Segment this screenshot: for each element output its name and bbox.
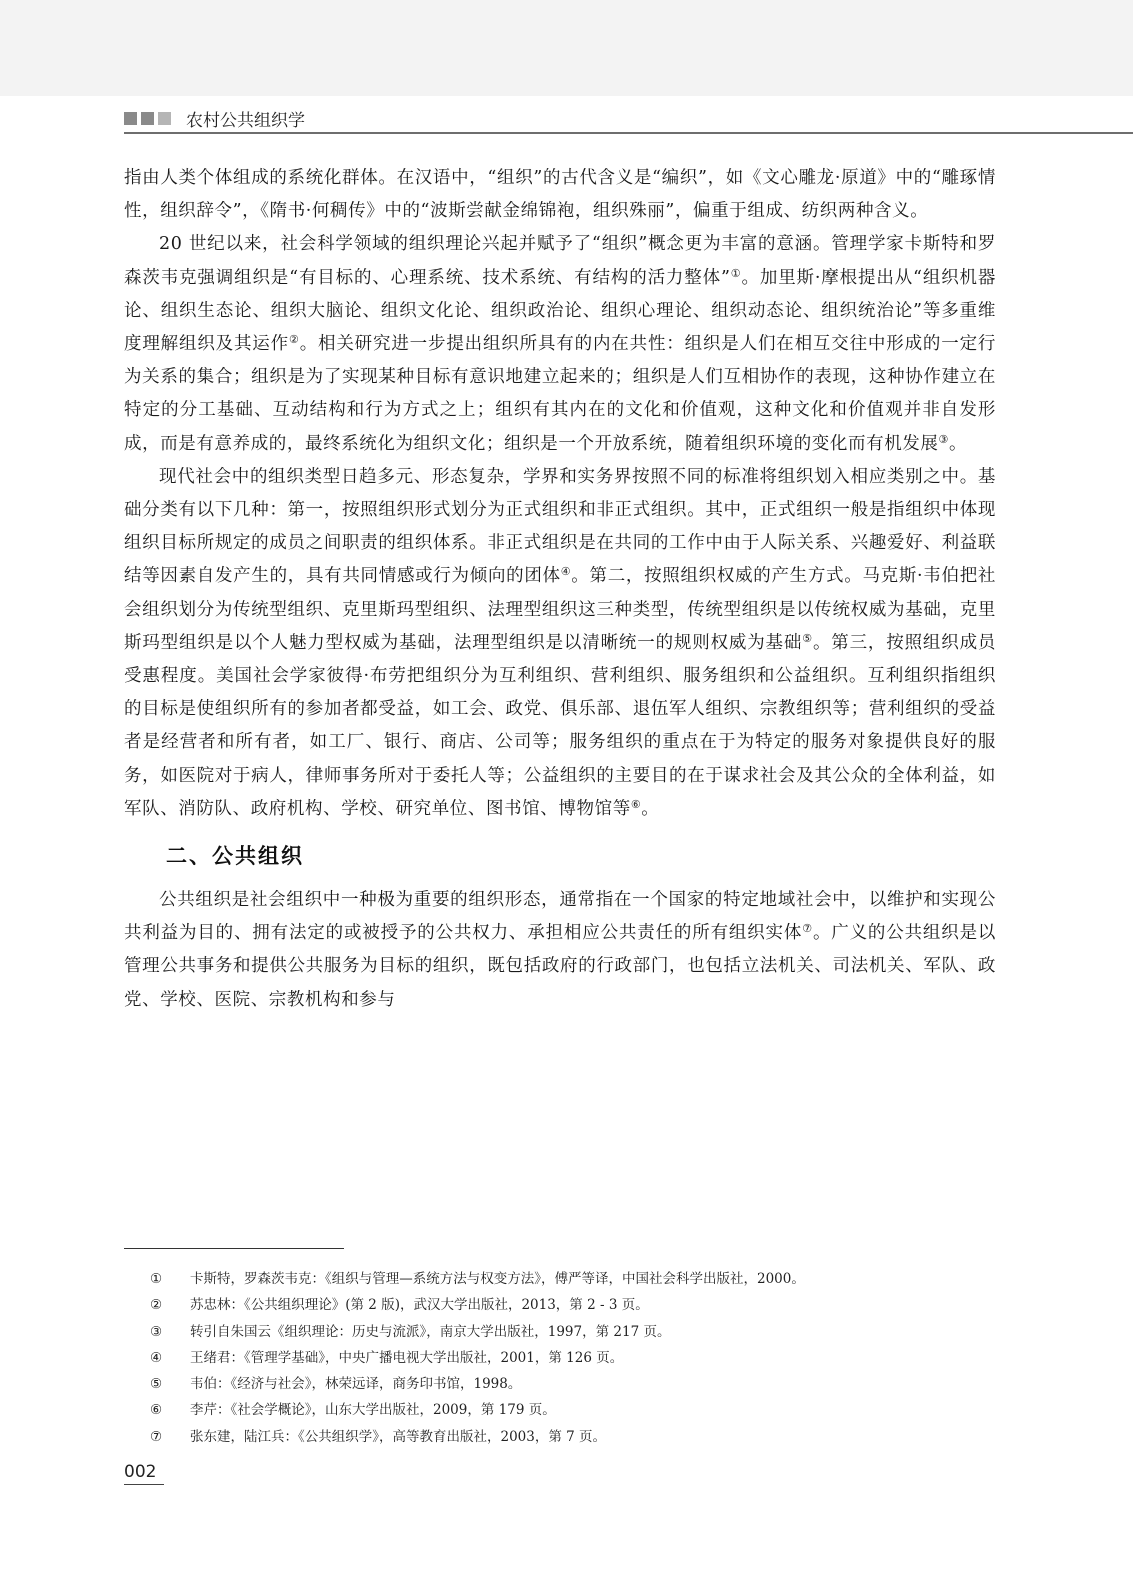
running-header	[124, 104, 1133, 132]
footnote-item: ② 苏忠林：《公共组织理论》(第 2 版)，武汉大学出版社，2013，第 2 - 3 页。	[150, 1297, 649, 1314]
footnote-ref-2[interactable]: ②	[288, 333, 300, 347]
footnote-item: ⑤ 韦伯：《经济与社会》，林荣远译，商务印书馆，1998。	[150, 1376, 522, 1393]
book-title: 农村公共组织学	[186, 111, 305, 131]
footnote-ref-3[interactable]: ③	[938, 432, 949, 446]
footnote-item: ⑥ 李芹：《社会学概论》，山东大学出版社，2009，第 179 页。	[150, 1402, 556, 1419]
footnote-item: ⑦ 张东建，陆江兵：《公共组织学》，高等教育出版社，2003，第 7 页。	[150, 1428, 607, 1445]
page-body	[124, 162, 996, 1017]
footnote-ref-7[interactable]: ⑦	[802, 922, 813, 936]
paragraph-4: 公共组织是社会组织中一种极为重要的组织形态，通常指在一个国家的特定地域社会中，以维护和实现公共利益为目的、拥有法定的或被授予的公共权力、承担相应公共责任的所有组织实体⑦。广义的公共组织是以管理公共事务和提供公共服务为目标的组织，既包括政府的行政部门，也包括立法机关、司法机关、军队、政党、学校、医院、宗教机构和参与	[124, 890, 997, 1010]
footnote-item: ④ 王绪君：《管理学基础》，中央广播电视大学出版社，2001，第 126 页。	[150, 1349, 624, 1366]
page-number: 002	[124, 1462, 157, 1482]
footnote-ref-1[interactable]: ①	[730, 266, 742, 280]
footnote-ref-6[interactable]: ⑥	[630, 797, 642, 811]
paragraph-2: 20 世纪以来，社会科学领域的组织理论兴起并赋予了“组织”概念更为丰富的意涵。管理学家卡斯特和罗森茨韦克强调组织是“有目标的、心理系统、技术系统、有结构的活力整体”①。加里斯·摩根提出从“组织机器论、组织生态论、组织大脑论、组织文化论、组织政治论、组织心理论、组织动态论、组织统治论”等多重维度理解组织及其运作②。相关研究进一步提出组织所具有的内在共性：组织是人们在相互交往中形成的一定行为关系的集合；组织是为了实现某种目标有意识地建立起来的；组织是人们互相协作的表现，这种协作建立在特定的分工基础、互动结构和行为方式之上；组织有其内在的文化和价值观，这种文化和价值观并非自发形成，而是有意养成的，最终系统化为组织文化；组织是一个开放系统，随着组织环境的变化而有机发展③。	[124, 234, 997, 454]
footnote-ref-5[interactable]: ⑤	[802, 631, 813, 645]
paragraph-1: 指由人类个体组成的系统化群体。在汉语中，“组织”的古代含义是“编织”，如《文心雕龙·原道》中的“雕琢情性，组织辞令”，《隋书·何稠传》中的“波斯尝献金绵锦袍，组织殊丽”，偏重于组成、纺织两种含义。	[124, 168, 996, 222]
page-number-rule	[124, 1484, 164, 1485]
top-margin-band	[0, 0, 1133, 96]
footnote-ref-4[interactable]: ④	[560, 565, 572, 579]
footnote-item: ③ 转引自朱国云《组织理论：历史与流派》，南京大学出版社，1997，第 217 页。	[150, 1323, 671, 1340]
header-squares-icon	[124, 112, 171, 125]
footnote-item: ① 卡斯特，罗森茨韦克：《组织与管理—系统方法与权变方法》，傅严等译，中国社会科学出版社，2000。	[150, 1271, 805, 1287]
section-heading: 二、公共组织	[166, 844, 304, 869]
paragraph-3: 现代社会中的组织类型日趋多元、形态复杂，学界和实务界按照不同的标准将组织划入相应类别之中。基础分类有以下几种：第一，按照组织形式划分为正式组织和非正式组织。其中，正式组织一般是指组织中体现组织目标所规定的成员之间职责的组织体系。非正式组织是在共同的工作中由于人际关系、兴趣爱好、利益联结等因素自发产生的，具有共同情感或行为倾向的团体④。第二，按照组织权威的产生方式。马克斯·韦伯把社会组织划分为传统型组织、克里斯玛型组织、法理型组织这三种类型，传统型组织是以传统权威为基础，克里斯玛型组织是以个人魅力型权威为基础，法理型组织是以清晰统一的规则权威为基础⑤。第三，按照组织成员受惠程度。美国社会学家彼得·布劳把组织分为互利组织、营利组织、服务组织和公益组织。互利组织指组织的目标是使组织所有的参加者都受益，如工会、政党、俱乐部、退伍军人组织、宗教组织等；营利组织的受益者是经营者和所有者，如工厂、银行、商店、公司等；服务组织的重点在于为特定的服务对象提供良好的服务，如医院对于病人，律师事务所对于委托人等；公益组织的主要目的在于谋求社会及其公众的全体利益，如军队、消防队、政府机构、学校、研究单位、图书馆、博物馆等⑥。	[124, 466, 997, 819]
header-rule	[124, 132, 1133, 134]
footnote-divider	[124, 1248, 344, 1249]
footnote-list	[150, 1266, 1000, 1450]
